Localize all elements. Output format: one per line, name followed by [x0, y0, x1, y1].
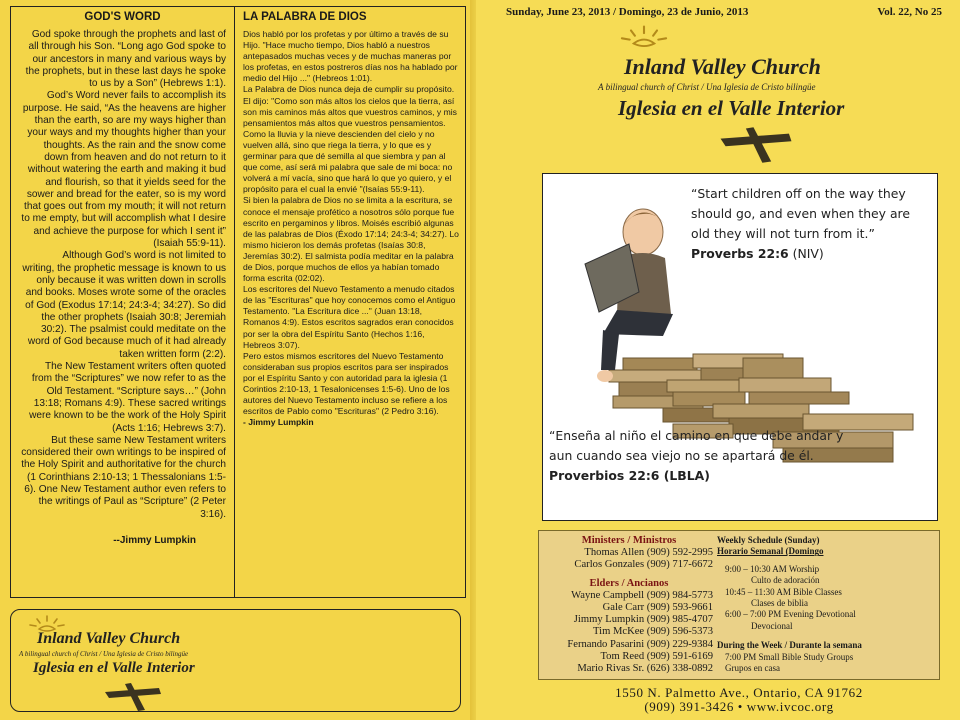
spanish-column: [235, 7, 465, 597]
logo-tagline: A bilingual church of Christ / Una Iglesia de Cristo bilingüe: [19, 650, 189, 658]
elder-name: Gale Carr: [602, 602, 645, 614]
bulletin-date: Sunday, June 23, 2013 / Domingo, 23 de Junio, 2013: [506, 6, 749, 18]
elder-phone: (626) 338-0892: [646, 663, 713, 675]
english-signature: --Jimmy Lumpkin: [113, 534, 196, 546]
elder-phone: (909) 985-4707: [646, 614, 713, 626]
cross-icon: [714, 126, 798, 164]
quote-spanish-reference: Proverbios 22:6 (LBLA): [549, 468, 710, 483]
schedule-item: 9:00 – 10:30 AM Worship: [725, 563, 820, 574]
schedule-item-sub: Culto de adoración: [751, 575, 820, 586]
english-paragraph: Although God’s word is not limited to writing, the prophetic message is known to us only because it was written down in scrolls and books. Moses wrote some of the oracles of God (Exodus 17:14; 24:3-4; 34:27). So did the other prophets (Isaiah 30:8; Jeremiah 30:2). The psalmist could meditate on the word of God because much of it had already taken written form (2:2).: [22, 250, 226, 360]
english-heading: GOD'S WORD: [84, 11, 161, 23]
logo-name: Inland Valley Church: [37, 630, 181, 647]
minister-name: Thomas Allen: [584, 547, 645, 559]
elder-name: Jimmy Lumpkin: [573, 614, 645, 626]
english-paragraph: God’s Word never fails to accomplish its purpose. He said, “As the heavens are higher than the earth, so are my ways higher than your ways and my thoughts higher than your thoughts. As the rain and the snow come down from heaven and do not return to it without watering the earth and making it bud and flourish, so that it yields seed for the sower and bread for the eater, so is my word that goes out from my mouth; it will not return to me empty, but will accomplish what I desire and achieve the purpose for which I sent it” (Isaiah 55:9-11).: [21, 90, 226, 250]
schedule-item-sub: Devocional: [751, 620, 793, 631]
english-paragraph: God spoke through the prophets and last of all through his Son. “Long ago God spoke to our ancestors in many and various ways by the prophets, but in these last days he spoke to us by a Son” (Hebrews 1:1).: [25, 29, 226, 90]
spanish-paragraph: Si bien la palabra de Dios no se limita a la escritura, se conoce el mensaje profético a nosotros sólo porque fue escrito en pergaminos y libros. Moisés escribió algunas de las palabras de Dios (Éxodo 17:14; 24:3-4; 34:27). Lo mismo hicieron los demás profetas (Isaías 30:8, Jeremías 30:2). El salmista podía meditar en la palabra de Dios, porque muchos de ellos ya habían tomado forma escrita (02:02).: [243, 195, 459, 284]
elder-name: Tom Reed: [600, 650, 645, 662]
elder-phone: (909) 984-5773: [646, 589, 713, 601]
cross-icon: [101, 682, 165, 712]
minister-row: [545, 559, 713, 571]
elder-name: Tim McKee: [593, 626, 645, 638]
week-heading: During the Week / Durante la semana: [717, 640, 862, 651]
schedule-heading: Weekly Schedule (Sunday): [717, 535, 820, 545]
week-item: 7:00 PM Small Bible Study Groups: [725, 651, 854, 662]
elder-row: [545, 663, 713, 675]
elder-row: [545, 602, 713, 614]
minister-phone: (909) 717-6672: [646, 559, 713, 571]
right-page: [476, 0, 960, 720]
logo-name-es: Iglesia en el Valle Interior: [33, 660, 195, 676]
ministers-heading: Ministers / Ministros: [581, 535, 677, 546]
elder-name: Wayne Campbell: [571, 589, 645, 601]
quote-english-text: “Start children off on the way they should go, and even when they are old they will not turn from it.”: [691, 186, 910, 241]
spanish-heading: LA PALABRA DE DIOS: [243, 11, 367, 23]
ministers-list: [545, 535, 713, 675]
address-line: 1550 N. Palmetto Ave., Ontario, CA 91762: [615, 685, 863, 700]
church-info-box: [538, 530, 940, 680]
elders-heading: Elders / Ancianos: [589, 577, 669, 589]
minister-row: [545, 547, 713, 559]
bulletin-volume: Vol. 22, No 25: [877, 6, 942, 18]
elder-name: Fernando Pasarini: [567, 638, 645, 650]
article-columns: [10, 6, 466, 598]
minister-name: Carlos Gonzales: [574, 559, 645, 571]
child-books-photo: [542, 173, 938, 521]
contact-line: (909) 391-3426 • www.ivcoc.org: [644, 699, 834, 714]
schedule: [717, 535, 937, 674]
schedule-heading-es: Horario Semanal (Domingo: [717, 546, 824, 557]
elder-phone: (909) 591-6169: [646, 650, 713, 662]
church-address: [538, 686, 940, 714]
back-logo-box: [10, 609, 461, 712]
schedule-item: 10:45 – 11:30 AM Bible Classes: [725, 586, 842, 597]
quote-english: [691, 184, 921, 264]
quote-spanish-text: “Enseña al niño el camino en que debe andar y aun cuando sea viejo no se apartará de él.: [549, 428, 844, 463]
elder-phone: (909) 229-9384: [646, 638, 713, 650]
english-article: [19, 29, 226, 521]
elder-row: [545, 614, 713, 626]
week-item: Grupos en casa: [725, 663, 780, 674]
spanish-paragraph: Los escritores del Nuevo Testamento a menudo citados de las "Escrituras" que hoy conocemos como el Antiguo Testamento. "La Escritura dice ..." (Juan 13:18, Romanos 4:9). Estos escritos sagrados eran conocidos por ser la obra del Espíritu Santo (Hechos 1:16, Hebreos 3:07).: [243, 284, 456, 350]
schedule-item: 6:00 – 7:00 PM Evening Devotional: [725, 609, 856, 620]
english-column: [11, 7, 235, 597]
elder-row: [545, 590, 713, 602]
spanish-article: [243, 29, 459, 417]
spanish-signature: - Jimmy Lumpkin: [243, 417, 314, 428]
quote-english-reference: Proverbs 22:6: [691, 246, 789, 261]
logo-name: Inland Valley Church: [624, 54, 821, 79]
spanish-paragraph: Dios habló por los profetas y por último a través de su Hijo. "Hace mucho tiempo, Dios habló a nuestros antepasados muchas veces y de muchas maneras por los profetas, en estos postreros días nos ha hablado por medio del Hijo ..." (Hebreos 1:01).: [243, 29, 458, 84]
left-page: [0, 0, 476, 720]
sun-fish-icon: [618, 24, 670, 50]
elder-phone: (909) 596-5373: [646, 626, 713, 638]
elder-row: [545, 651, 713, 663]
spanish-paragraph: La Palabra de Dios nunca deja de cumplir su propósito. El dijo: "Como son más altos los cielos que la tierra, así son mis caminos más altos que vuestros caminos, y mis pensamientos más altos que vuestros pensamientos. Como la lluvia y la nieve descienden del cielo y no vuelven allá, sino que riega la tierra, y lo que es y germinar para que dé semilla al que siembra y pan al que come, así será mi palabra que sale de mi boca: no volverá a mí vacía, sino que hará lo que yo quiero, y el propósito para el cual la envié "(Isaías 55:9-11).: [243, 84, 457, 195]
quote-spanish: [549, 426, 849, 486]
logo-name-es: Iglesia en el Valle Interior: [618, 96, 845, 120]
schedule-item-sub: Clases de biblia: [751, 598, 808, 609]
minister-phone: (909) 592-2995: [646, 547, 713, 559]
elder-phone: (909) 593-9661: [646, 602, 713, 614]
english-paragraph: The New Testament writers often quoted from the “Scriptures” we now refer to as the Old Testament. “Scripture says…” (John 13:18; Romans 4:9). These sacred writings were known to be the work of the Holy Spirit (Acts 1:16; Hebrews 3:7).: [29, 361, 226, 434]
elder-row: [545, 639, 713, 651]
elder-row: [545, 626, 713, 638]
church-logo-main: [596, 24, 896, 164]
logo-tagline: A bilingual church of Christ / Una Iglesia de Cristo bilingüe: [598, 82, 816, 92]
quote-english-version: (NIV): [792, 246, 824, 261]
elder-name: Mario Rivas Sr.: [577, 663, 645, 675]
church-logo: [17, 614, 317, 709]
spanish-paragraph: Pero estos mismos escritores del Nuevo Testamento consideraban sus propios escritos para ser inspirados por el Espíritu Santo y con autoridad para la iglesia (1 Corintios 2:10-13, 1 Tesalonicenses 1:5-6). Uno de los autores del Nuevo Testamento incluso se refiere a los escritos de Pablo como "Escrituras" (2 Pedro 3:16).: [243, 350, 450, 417]
english-paragraph: But these same New Testament writers considered their own writings to be inspired of the Holy Spirit and authoritative for the church (1 Corinthians 2:10-13; 1 Thessalonians 1:5-6). One New Testament author even refers to the writings of Paul as “Scripture” (2 Peter 3:16).: [21, 434, 226, 520]
